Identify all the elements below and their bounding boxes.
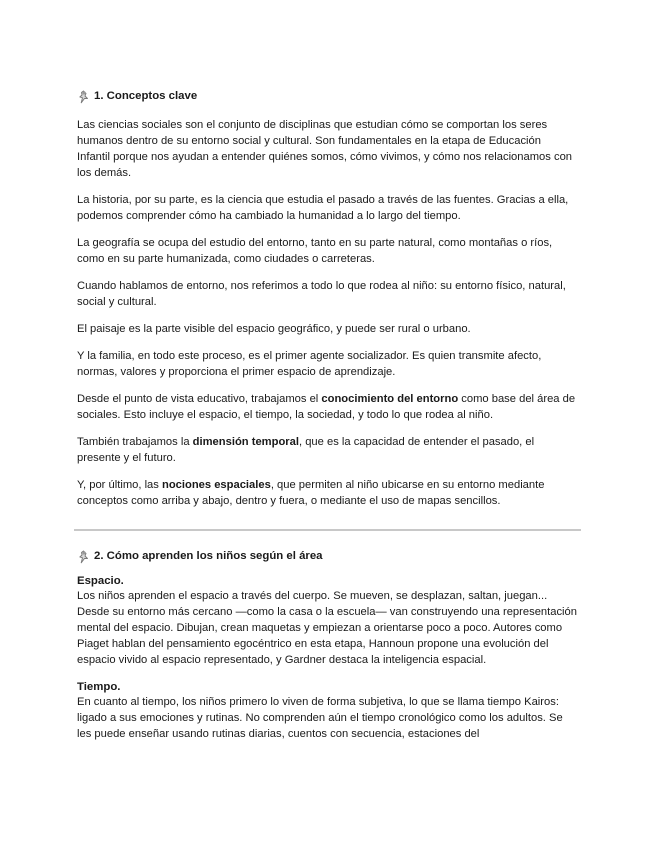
pushpin-icon: [77, 550, 90, 564]
paragraph: [77, 434, 577, 466]
section-heading: [77, 89, 577, 104]
section-divider: [74, 529, 581, 531]
bold-term: conocimiento del entorno: [321, 393, 459, 405]
paragraph: En cuanto al tiempo, los niños primero lo viven de forma subjetiva, lo que se llama tiempo Kairos: ligado a sus emociones y rutinas. No comprenden aún el tiempo cronológico como los adultos. Se les puede enseñar usando rutinas diarias, cuentos con secuencia, estaciones del: [77, 696, 563, 740]
subsection-tiempo: [77, 680, 577, 742]
paragraph: Cuando hablamos de entorno, nos referimos a todo lo que rodea al niño: su entorno físico, natural, social y cultural.: [77, 280, 566, 308]
bold-term: dimensión temporal: [192, 436, 299, 448]
text-run: Y, por último, las: [77, 479, 162, 491]
paragraph: Y la familia, en todo este proceso, es el primer agente socializador. Es quien transmite afecto, normas, valores y proporciona el primer espacio de aprendizaje.: [77, 350, 542, 378]
bold-term: nociones espaciales: [161, 479, 271, 491]
paragraph: La historia, por su parte, es la ciencia que estudia el pasado a través de las fuentes. Gracias a ella, podemos comprender cómo ha cambiado la humanidad a lo largo del tiempo.: [77, 194, 569, 222]
pushpin-icon: [77, 90, 90, 104]
text-run: , que permiten al niño ubicarse en su entorno mediante conceptos como arriba y abajo, dentro y fuera, o mediante el uso de mapas sencillos.: [77, 479, 545, 507]
section-heading: [77, 549, 577, 564]
text-run: Desde el punto de vista educativo, trabajamos el: [77, 393, 322, 405]
subsection-espacio: [77, 574, 577, 668]
subsection-title: Tiempo.: [77, 681, 121, 693]
paragraph: Los niños aprenden el espacio a través del cuerpo. Se mueven, se desplazan, saltan, juegan... Desde su entorno más cercano —como la casa o la escuela— van construyendo una representación mental del espacio. Dibujan, crean maquetas y empiezan a orientarse poco a poco. Autores como Piaget hablan del pensamiento egocéntrico en esta etapa, Hannoun propone una evolución del espacio vivido al espacio representado, y Gardner destaca la inteligencia espacial.: [77, 590, 577, 666]
paragraph: La geografía se ocupa del estudio del entorno, tanto en su parte natural, como montañas o ríos, como en su parte humanizada, como ciudades o carreteras.: [77, 237, 553, 265]
section-heading-text: 2. Cómo aprenden los niños según el área: [94, 550, 323, 562]
section-conceptos-clave: [77, 89, 577, 509]
section-heading-text: 1. Conceptos clave: [94, 90, 198, 102]
paragraph: [77, 391, 577, 423]
subsection-title: Espacio.: [77, 575, 124, 587]
text-run: como base del área de sociales. Esto incluye el espacio, el tiempo, la sociedad, y todo lo que rodea al niño.: [77, 393, 576, 421]
paragraph: [77, 477, 577, 509]
section-como-aprenden: [77, 549, 577, 742]
text-run: , que es la capacidad de entender el pasado, el presente y el futuro.: [77, 436, 535, 464]
paragraph: Las ciencias sociales son el conjunto de disciplinas que estudian cómo se comportan los seres humanos dentro de su entorno social y cultural. Son fundamentales en la etapa de Educación Infantil porque nos ayudan a entender quiénes somos, cómo vivimos, y cómo nos relacionamos con los demás.: [77, 119, 573, 179]
paragraph: El paisaje es la parte visible del espacio geográfico, y puede ser rural o urbano.: [77, 323, 471, 335]
text-run: También trabajamos la: [77, 436, 193, 448]
